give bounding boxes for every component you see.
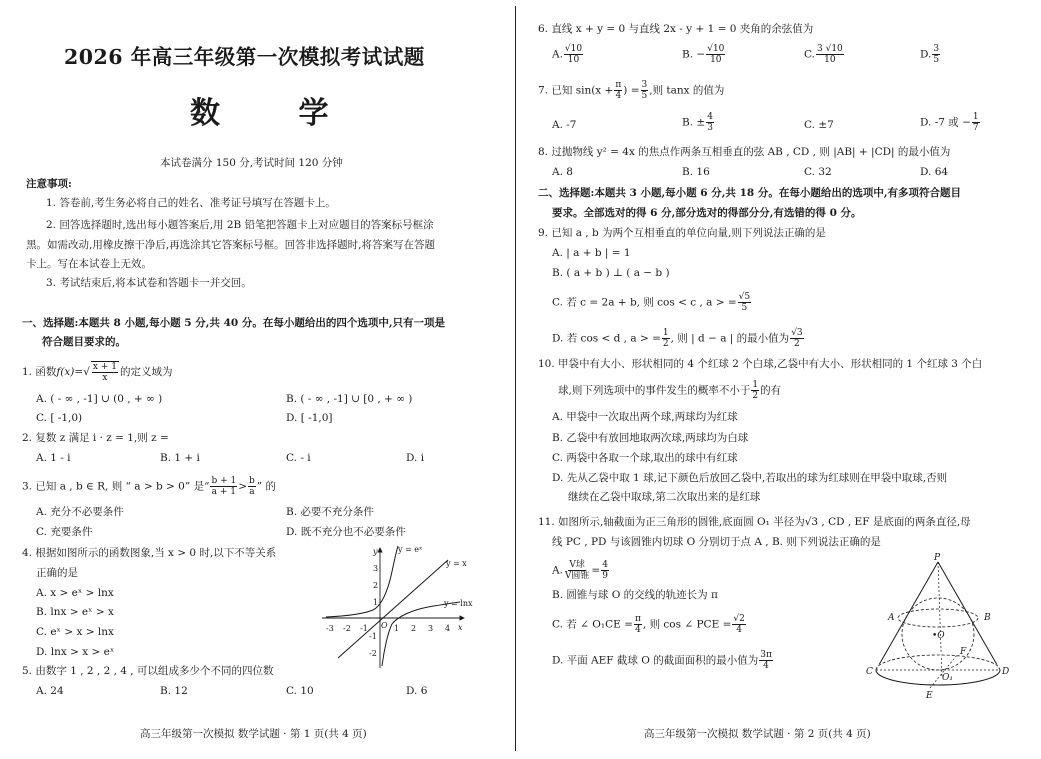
point-o1-label: O₁ xyxy=(942,673,953,683)
y-tick: 2 xyxy=(373,581,379,590)
cone-axis xyxy=(938,562,942,678)
y-tick: 3 xyxy=(373,564,379,573)
x-tick: 2 xyxy=(411,624,417,633)
point-b-label: B xyxy=(984,613,991,623)
question-6: 6. 直线 x + y = 0 与直线 2x - y + 1 = 0 夹角的余弦值为 xyxy=(538,23,814,35)
question-1: 1. 函数f(x)=√ $\frac{x + 1}{x}$ 的定义域为 xyxy=(22,362,173,383)
q9-option-b: B. ( a + b ) ⊥ ( a − b ) xyxy=(552,267,670,279)
lnx-label: y = lnx xyxy=(444,599,473,608)
origin-label: O xyxy=(381,621,388,630)
note-2-cont2: 卡上。写在本试卷上无效。 xyxy=(26,258,152,270)
q2-option-d: D. i xyxy=(406,452,425,464)
point-d-label: D xyxy=(1002,667,1010,677)
identity-line xyxy=(338,560,451,658)
yx-label: y = x xyxy=(446,559,467,568)
q5-option-c: C. 10 xyxy=(286,685,314,697)
question-10-cont: 球,则下列选项中的事件发生的概率不小于 $\frac{1}{2}$ 的有 xyxy=(558,380,782,401)
exam-info: 本试卷满分 150 分,考试时间 120 分钟 xyxy=(160,157,343,169)
exam-page-2 xyxy=(522,0,1041,759)
note-1: 1. 答卷前,考生务必将自己的姓名、准考证号填写在答题卡上。 xyxy=(46,197,336,209)
q11-option-a: A. $\frac{\text{V球}}{\text{V圆锥}}$ = $\frac{4}{9}$ xyxy=(552,560,608,581)
q8-option-a: A. 8 xyxy=(552,166,573,178)
q10-option-b: B. 乙袋中有放回地取两次球,两球均为白球 xyxy=(552,432,749,444)
page-footer: 高三年级第一次模拟 数学试题 · 第 2 页(共 4 页) xyxy=(644,728,871,740)
page-divider xyxy=(515,6,516,751)
q3-option-c: C. 充要条件 xyxy=(36,526,93,538)
q2-option-b: B. 1 + i xyxy=(160,452,200,464)
q8-option-b: B. 16 xyxy=(682,166,710,178)
q1-option-b: B. ( - ∞ , -1] ∪ [0 , + ∞ ) xyxy=(286,393,413,405)
exp-curve xyxy=(326,546,398,617)
point-a-label: A xyxy=(888,613,895,623)
x-tick: -1 xyxy=(360,624,368,633)
point-p-label: P xyxy=(934,553,941,563)
y-tick: 1 xyxy=(373,598,379,607)
question-10: 10. 甲袋中有大小、形状相同的 4 个红球 2 个白球,乙袋中有大小、形状相同的 1 个红球 3 个白 xyxy=(538,358,983,370)
q6-option-d: D. $\frac{3}{5}$ xyxy=(920,44,940,65)
y-axis-label: y xyxy=(373,547,378,556)
note-2: 2. 回答选择题时,选出每小题答案后,用 2B 铅笔把答题卡上对应题目的答案标号框涂 xyxy=(46,219,434,231)
q2-option-a: A. 1 - i xyxy=(36,452,71,464)
q4-option-b: B. lnx > eˣ > x xyxy=(36,606,114,618)
notes-heading: 注意事项: xyxy=(26,178,72,190)
y-tick: -1 xyxy=(369,632,377,641)
cone-figure xyxy=(866,550,1010,701)
q5-option-b: B. 12 xyxy=(160,685,188,697)
question-2: 2. 复数 z 满足 i · z = 1,则 z = xyxy=(22,432,169,444)
q11-option-b: B. 圆锥与球 O 的交线的轨迹长为 π xyxy=(552,589,718,601)
question-11: 11. 如图所示,轴截面为正三角形的圆锥,底面圆 O₁ 半径为√3 , CD , EF 是底面的两条直径,母 xyxy=(538,516,971,528)
page-footer: 高三年级第一次模拟 数学试题 · 第 1 页(共 4 页) xyxy=(140,728,367,740)
q11-option-d: D. 平面 AEF 截球 O 的截面面积的最小值为 $\frac{3\pi}{4}$ xyxy=(552,650,772,671)
ln-curve xyxy=(382,602,460,666)
question-8: 8. 过抛物线 y² = 4x 的焦点作两条互相垂直的弦 AB , CD , 则 |AB| + |CD| 的最小值为 xyxy=(538,146,951,158)
q6-option-c: C. $\frac{3 √10}{10}$ xyxy=(804,44,843,65)
question-9: 9. 已知 a , b 为两个互相垂直的单位向量,则下列说法正确的是 xyxy=(538,227,826,239)
section-2-heading: 二、选择题:本题共 3 小题,每小题 6 分,共 18 分。在每小题给出的选项中,有多项符合题目 xyxy=(538,187,961,199)
q6-option-b: B. − $\frac{√10}{10}$ xyxy=(682,44,725,65)
x-tick: 4 xyxy=(445,624,451,633)
point-f-label: F xyxy=(960,647,967,657)
q10-option-c: C. 两袋中各取一个球,取出的球中有红球 xyxy=(552,452,738,464)
question-4-cont: 正确的是 xyxy=(36,567,78,579)
section-2-heading-cont: 要求。全部选对的得 6 分,部分选对的得部分分,有选错的得 0 分。 xyxy=(552,207,862,219)
q4-option-c: C. eˣ > x > lnx xyxy=(36,626,114,638)
q5-option-a: A. 24 xyxy=(36,685,64,697)
point-o-label: •O xyxy=(932,631,945,641)
x-tick: 3 xyxy=(428,624,434,633)
q1-option-d: D. [ -1,0] xyxy=(286,412,333,424)
q4-option-a: A. x > eˣ > lnx xyxy=(36,587,114,599)
y-tick: -2 xyxy=(369,649,377,658)
x-axis-label: x xyxy=(458,623,463,632)
note-2-cont: 黑。如需改动,用橡皮擦干净后,再选涂其它答案标号框。回答非选择题时,将答案写在答题 xyxy=(26,239,436,251)
subject-title: 数 学 xyxy=(190,96,363,131)
q3-option-d: D. 既不充分也不必要条件 xyxy=(286,526,406,538)
q8-option-c: C. 32 xyxy=(804,166,832,178)
q7-option-b: B. ± $\frac{4}{3}$ xyxy=(682,112,713,133)
section-1-heading-cont: 符合题目要求的。 xyxy=(42,336,126,348)
x-tick: 1 xyxy=(394,624,400,633)
x-tick: -3 xyxy=(326,624,334,633)
point-e-label: E xyxy=(926,691,933,701)
q7-option-c: C. ±7 xyxy=(804,119,834,131)
question-3: 3. 已知 a , b ∈ R, 则 “ a > b > 0” 是“ $\frac{b + 1}{a + 1}$ > $\frac{b}{a}$ ” 的 xyxy=(22,476,276,497)
q4-option-d: D. lnx > x > eˣ xyxy=(36,646,115,658)
q9-option-a: A. | a + b | = 1 xyxy=(552,247,631,259)
q7-option-a: A. -7 xyxy=(552,119,577,131)
q1-option-a: A. ( - ∞ , -1] ∪ (0 , + ∞ ) xyxy=(36,393,163,405)
q9-option-d: D. 若 cos < d , a > = $\frac{1}{2}$ , 则 | d − a | 的最小值为 $\frac{√3}{2}$ xyxy=(552,328,803,349)
q6-option-a: A. $\frac{√10}{10}$ xyxy=(552,44,583,65)
point-c-label: C xyxy=(866,667,873,677)
q1-option-c: C. [ -1,0) xyxy=(36,412,83,424)
q5-option-d: D. 6 xyxy=(406,685,428,697)
q9-option-c: C. 若 c = 2a + b, 则 cos < c , a > = $\frac{√5}{5}$ xyxy=(552,292,751,313)
exam-page-1 xyxy=(0,0,512,759)
question-4: 4. 根据如图所示的函数图象,当 x > 0 时,以下不等关系 xyxy=(22,547,277,559)
q11-option-c: C. 若 ∠ O₁CE = $\frac{\pi}{4}$ , 则 cos ∠ PCE = $\frac{√2}{4}$ xyxy=(552,614,745,635)
q2-option-c: C. - i xyxy=(286,452,311,464)
question-5: 5. 由数字 1 , 2 , 2 , 4 , 可以组成多少个不同的四位数 xyxy=(22,665,274,677)
exam-title: 2026 年高三年级第一次模拟考试试题 xyxy=(64,45,425,69)
q10-option-d-cont: 继续在乙袋中取球,第二次取出来的是红球 xyxy=(568,491,761,503)
q3-option-a: A. 充分不必要条件 xyxy=(36,506,124,518)
q3-option-b: B. 必要不充分条件 xyxy=(286,506,374,518)
q8-option-d: D. 64 xyxy=(920,166,949,178)
question-7: 7. 已知 sin(x + $\frac{\pi}{4}$ ) = $\frac{3}{5}$ ,则 tanx 的值为 xyxy=(538,80,725,101)
q10-option-d: D. 先从乙袋中取 1 球,记下颜色后放回乙袋中,若取出的球为红球则在甲袋中取球,否则 xyxy=(552,472,948,484)
section-1-heading: 一、选择题:本题共 8 小题,每小题 5 分,共 40 分。在每小题给出的四个选项中,只有一项是 xyxy=(22,317,445,329)
x-tick: -2 xyxy=(343,624,351,633)
q10-option-a: A. 甲袋中一次取出两个球,两球均为红球 xyxy=(552,411,738,423)
q7-option-d: D. -7 或 − $\frac{1}{7}$ xyxy=(920,112,979,133)
note-3: 3. 考试结束后,将本试卷和答题卡一并交回。 xyxy=(46,277,252,289)
function-graph xyxy=(318,540,473,672)
question-11-cont: 线 PC , PD 与该圆锥内切球 O 分别切于点 A , B. 则下列说法正确的是 xyxy=(552,536,881,548)
ex-label: y = eˣ xyxy=(398,545,423,554)
base-back-cover xyxy=(876,655,1000,670)
base-back-arc xyxy=(876,655,1000,670)
